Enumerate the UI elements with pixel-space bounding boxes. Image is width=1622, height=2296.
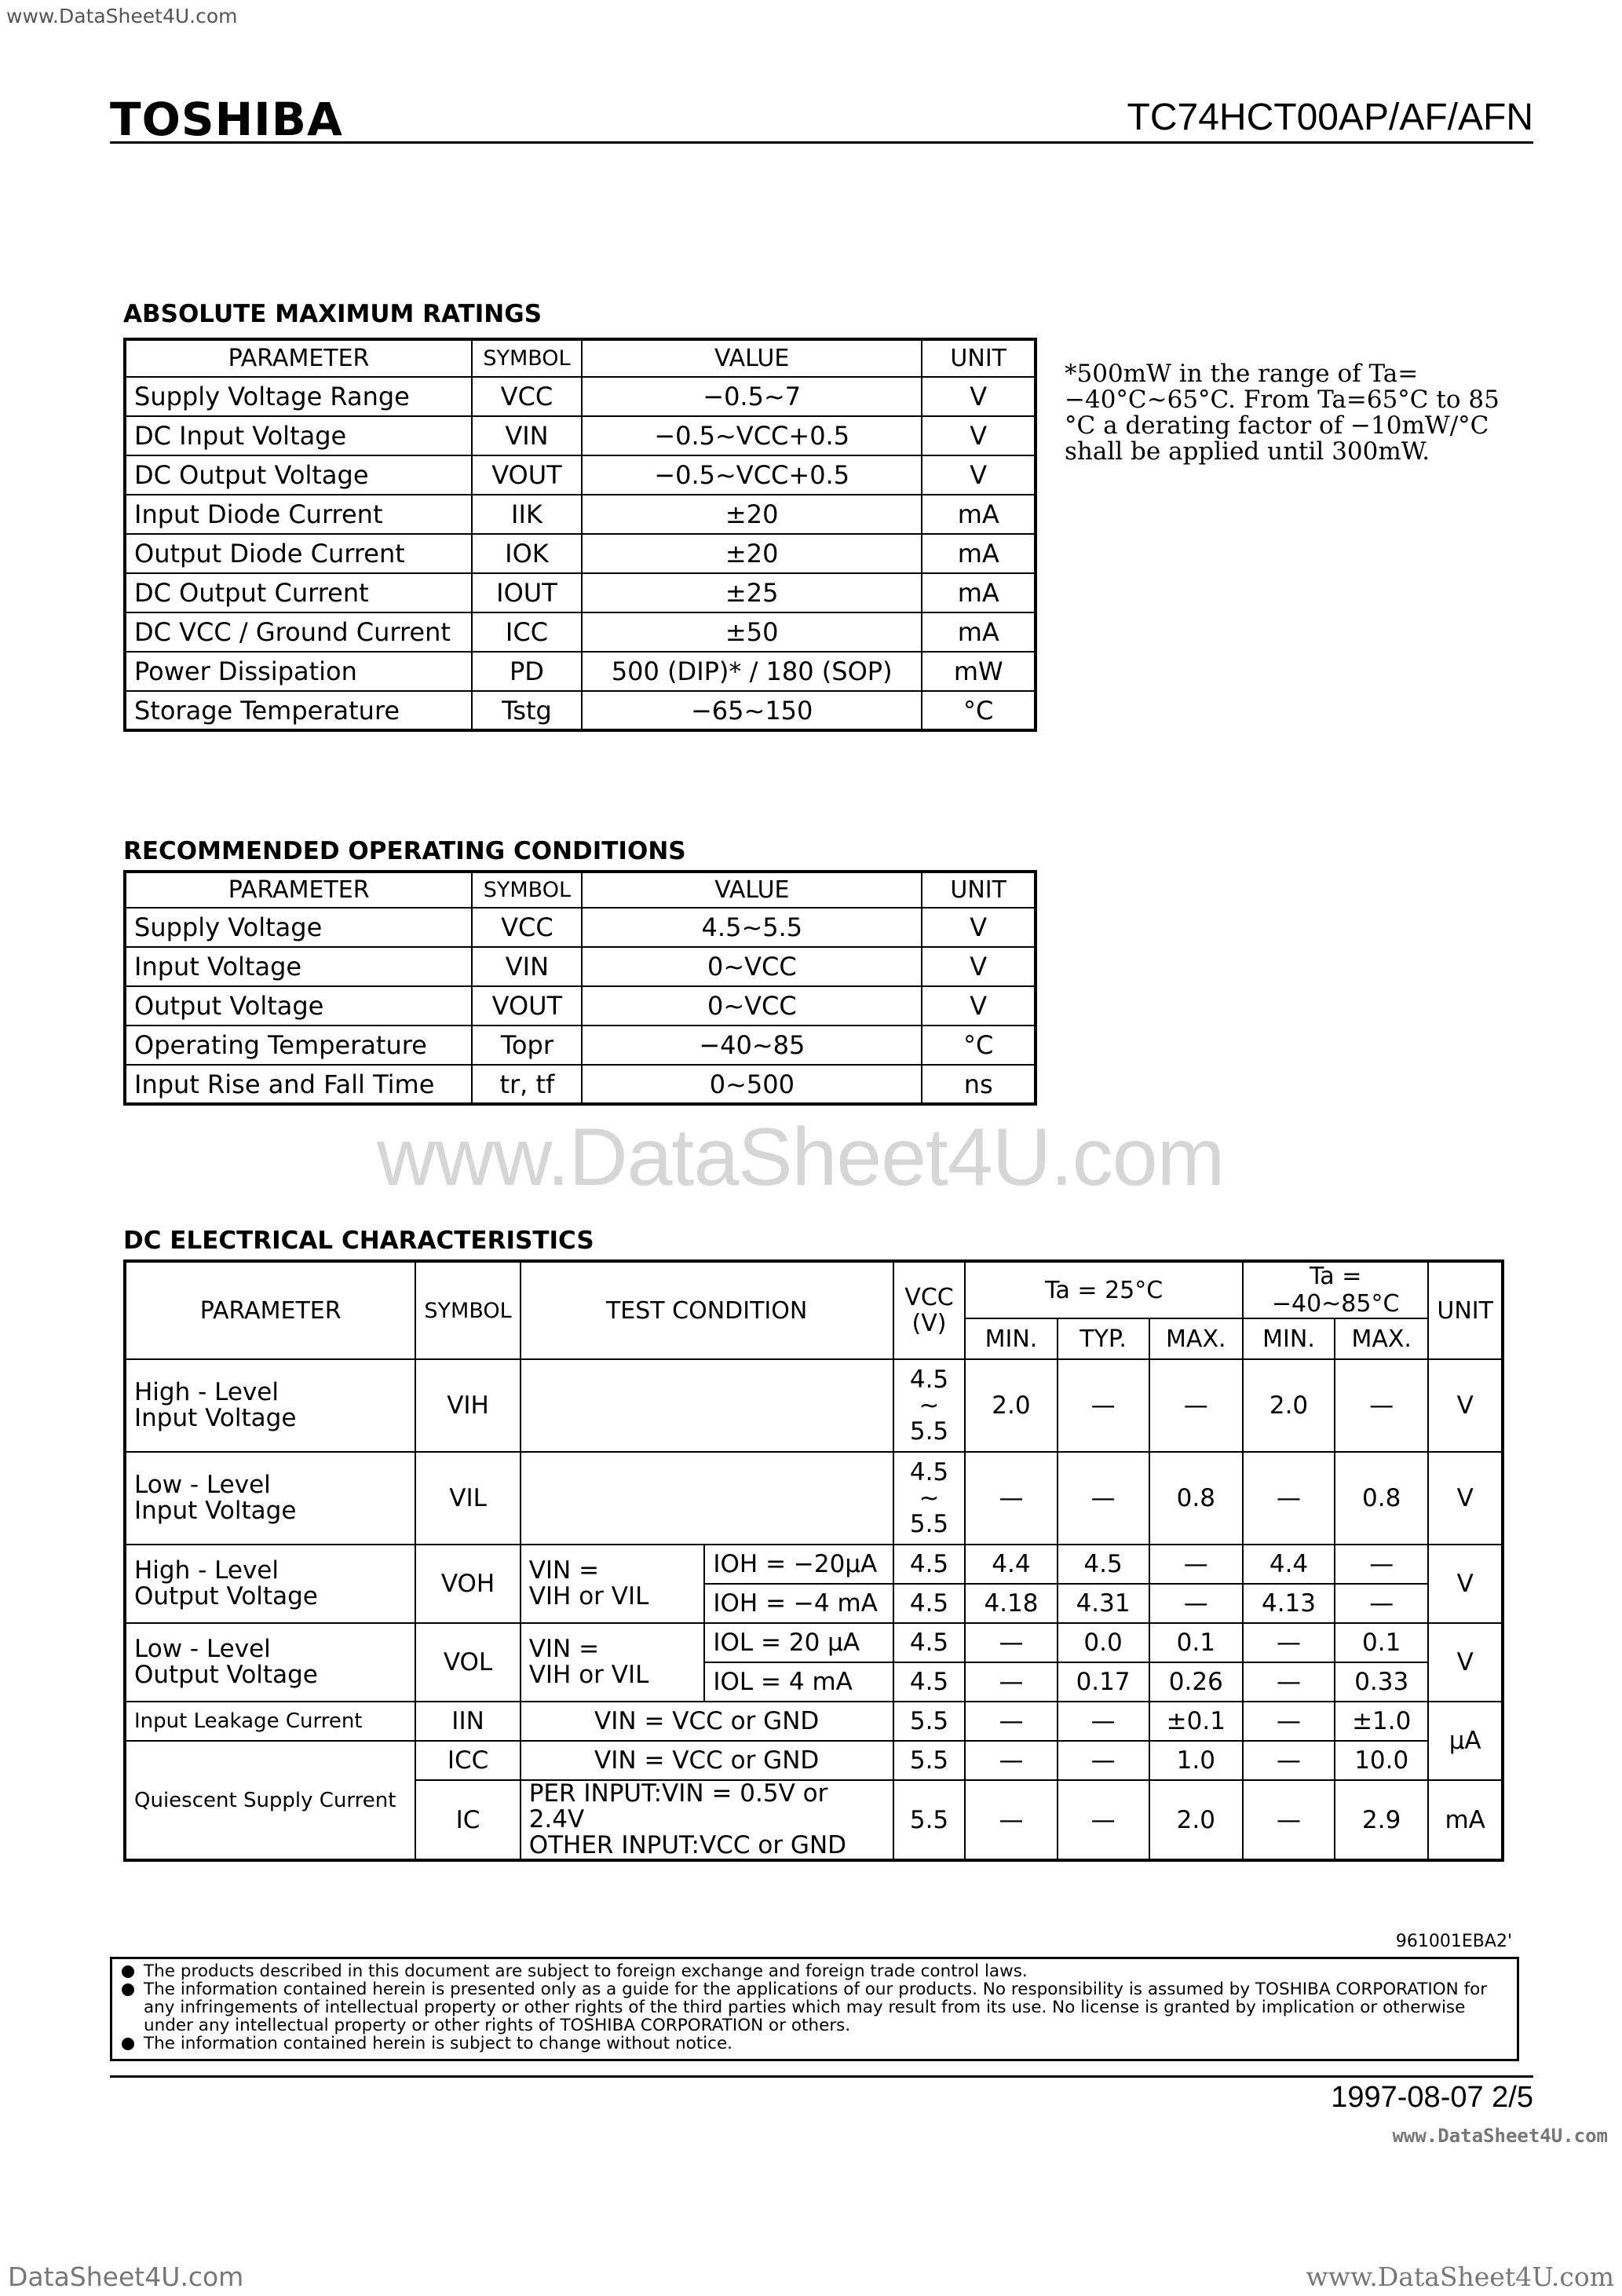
cell: 0.1 [1149,1623,1243,1662]
cell: Low - Level [134,1635,271,1663]
cell: 0.26 [1149,1662,1243,1702]
cell: — [1335,1359,1428,1452]
cell-symbol: Tstg [472,691,582,730]
cell: μA [1428,1702,1503,1780]
legal-item [122,1962,1507,1980]
cell-value: ±25 [582,573,922,612]
cell: — [1243,1741,1335,1780]
vcc-header: VCC [904,1284,954,1311]
cell-value: 0~500 [582,1065,922,1104]
cell-symbol: IOK [472,534,582,573]
cell: IOH = −4 mA [704,1584,893,1623]
cell: V [1428,1545,1503,1623]
col-header: VALUE [582,872,922,908]
cell: — [965,1623,1057,1662]
cell: IOL = 4 mA [704,1662,893,1702]
col-header: UNIT [922,872,1036,908]
header-rule [110,141,1533,144]
legal-text: The products described in this document are subject to foreign exchange and foreign trade control laws. [144,1961,1028,1981]
cell: IOH = −20μA [704,1545,893,1584]
cell-value: 500 (DIP)* / 180 (SOP) [582,652,922,691]
table-row [125,652,1036,691]
cell-parameter: Output Voltage [125,986,472,1026]
cell: VIN = VCC or GND [521,1702,893,1741]
cell: 5.5 [909,1509,949,1538]
col-header: SYMBOL [472,872,582,908]
cell: — [965,1452,1057,1545]
cell-parameter: DC Output Current [125,573,472,612]
part-number: TC74HCT00AP/AF/AFN [1127,97,1533,138]
cell: High - Level [134,1556,279,1585]
cell: Output Voltage [134,1661,318,1689]
cell: — [1335,1584,1428,1623]
cell: 4.5 [893,1545,966,1584]
cell-value: −40~85 [582,1026,922,1065]
abs-max-table [123,338,1037,732]
cell-unit: °C [922,691,1036,730]
cell-value: −0.5~VCC+0.5 [582,455,922,495]
cell: VIN = VCC or GND [521,1741,893,1780]
col-header: Ta = −40~85°C [1243,1261,1428,1318]
cell-unit: V [922,377,1036,416]
abs-max-title: ABSOLUTE MAXIMUM RATINGS [123,300,542,328]
cell: Output Voltage [134,1582,318,1610]
cell-parameter: Input Rise and Fall Time [125,1065,472,1104]
cell-unit: ns [922,1065,1036,1104]
cell: — [1149,1359,1243,1452]
document-code: 961001EBA2' [1395,1932,1512,1951]
cell: IC [415,1780,520,1860]
cell: Input Voltage [134,1404,297,1432]
cell: V [1428,1623,1503,1702]
cell-symbol: VOUT [472,455,582,495]
dc-table [123,1260,1504,1862]
cell-parameter: DC Output Voltage [125,455,472,495]
cell: VIH or VIL [528,1661,649,1689]
cell: 0.33 [1335,1662,1428,1702]
cell: ±0.1 [1149,1702,1243,1741]
legal-item [122,1980,1507,2035]
cell: 0.1 [1335,1623,1428,1662]
cell-unit: °C [922,1026,1036,1065]
col-header: UNIT [922,339,1036,377]
col-header: VALUE [582,339,922,377]
dc-title: DC ELECTRICAL CHARACTERISTICS [123,1227,594,1255]
cell: 4.5 [893,1623,966,1662]
cell-symbol: PD [472,652,582,691]
cell: 2.0 [1243,1359,1335,1452]
cell-value: −0.5~VCC+0.5 [582,416,922,455]
cell: 2.0 [965,1359,1057,1452]
table-row [125,947,1036,986]
cell: — [1058,1452,1149,1545]
cell-parameter: DC VCC / Ground Current [125,612,472,652]
cell-symbol: IIK [472,495,582,534]
cell: — [1243,1780,1335,1860]
cell-symbol: VCC [472,377,582,416]
cell: — [1149,1584,1243,1623]
cell-value: 0~VCC [582,947,922,986]
cell: VIN = [528,1556,600,1585]
cell-value: ±20 [582,495,922,534]
table-row [125,534,1036,573]
cell: — [1243,1452,1335,1545]
cell: 2.0 [1149,1780,1243,1860]
cell: 4.5 [909,1365,949,1394]
table-row [125,573,1036,612]
cell: VIH or VIL [528,1582,649,1610]
cell-symbol: VIN [472,416,582,455]
table-row [125,1702,1503,1741]
col-header: SYMBOL [415,1261,520,1359]
rec-op-title: RECOMMENDED OPERATING CONDITIONS [123,837,686,865]
table-row [125,908,1036,947]
table-row [125,612,1036,652]
cell-symbol: ICC [472,612,582,652]
cell: PER INPUT:VIN = 0.5V or 2.4V [528,1779,828,1834]
table-row [125,1741,1503,1780]
cell: — [1149,1545,1243,1584]
cell: 4.4 [965,1545,1057,1584]
col-header: MIN. [1243,1318,1335,1359]
cell-unit: mW [922,652,1036,691]
cell: 1.0 [1149,1741,1243,1780]
table-row [125,455,1036,495]
cell-symbol: IOUT [472,573,582,612]
cell: ±1.0 [1335,1702,1428,1741]
table-row [125,691,1036,730]
cell-unit: V [922,455,1036,495]
cell: Low - Level [134,1471,271,1499]
cell-parameter: Operating Temperature [125,1026,472,1065]
cell: 4.4 [1243,1545,1335,1584]
bullet-icon [122,2038,134,2050]
cell [521,1452,893,1545]
cell-value: 0~VCC [582,986,922,1026]
cell: — [1058,1702,1149,1741]
col-header: MAX. [1149,1318,1243,1359]
cell-symbol: VCC [472,908,582,947]
watermark-footer-small: www.DataSheet4U.com [1392,2125,1608,2147]
legal-notice [110,1957,1519,2061]
cell: 5.5 [893,1741,966,1780]
cell: VOH [415,1545,520,1623]
cell: — [1335,1545,1428,1584]
cell: Input Voltage [134,1497,297,1525]
cell: — [1243,1662,1335,1702]
vcc-unit-header: (V) [911,1310,947,1337]
cell: V [1428,1452,1503,1545]
cell-unit: mA [922,573,1036,612]
col-header: TYP. [1058,1318,1149,1359]
col-header: UNIT [1428,1261,1503,1359]
cell-parameter: Output Diode Current [125,534,472,573]
cell-parameter: Input Diode Current [125,495,472,534]
col-header: MIN. [965,1318,1057,1359]
footer-rule [110,2075,1533,2078]
watermark-bottom-right: www.DataSheet4U.com [1306,2261,1614,2292]
cell: 5.5 [893,1702,966,1741]
cell: 4.31 [1058,1584,1149,1623]
cell: 0.8 [1149,1452,1243,1545]
table-row [125,986,1036,1026]
cell-unit: V [922,947,1036,986]
watermark-bottom-left: DataSheet4U.com [8,2261,244,2292]
cell: 0.8 [1335,1452,1428,1545]
cell: — [965,1741,1057,1780]
table-row: High - Level Input Voltage VIH 4.5 ~ 5.5 2.0 — — 2.0 — V [125,1359,1503,1452]
cell-symbol: tr, tf [472,1065,582,1104]
table-row [125,416,1036,455]
cell: VIN = [528,1635,600,1663]
cell: — [1243,1702,1335,1741]
cell: 4.5 [893,1662,966,1702]
cell [521,1359,893,1452]
col-header: TEST CONDITION [521,1261,893,1359]
cell-symbol: VIN [472,947,582,986]
cell-symbol: Topr [472,1026,582,1065]
cell-unit: mA [922,495,1036,534]
cell: 0.0 [1058,1623,1149,1662]
cell: ICC [415,1741,520,1780]
col-header [893,1261,966,1359]
cell: VOL [415,1623,520,1702]
cell: 10.0 [1335,1741,1428,1780]
cell: 4.5 [909,1457,949,1486]
cell: 4.5 [1058,1545,1149,1584]
cell: IOL = 20 μA [704,1623,893,1662]
cell: — [1058,1359,1149,1452]
cell: 5.5 [909,1417,949,1446]
cell: 4.18 [965,1584,1057,1623]
cell: — [965,1662,1057,1702]
cell: High - Level [134,1378,279,1406]
cell-parameter: Storage Temperature [125,691,472,730]
cell-value: −65~150 [582,691,922,730]
cell-parameter: DC Input Voltage [125,416,472,455]
table-row [125,1623,1503,1662]
col-header: PARAMETER [125,872,472,908]
col-header: SYMBOL [472,339,582,377]
cell: — [965,1780,1057,1860]
table-row [125,1545,1503,1584]
cell-parameter: Input Voltage [125,947,472,986]
cell-value: ±20 [582,534,922,573]
cell: 2.9 [1335,1780,1428,1860]
cell: IIN [415,1702,520,1741]
bullet-icon [122,1965,134,1978]
cell-unit: V [922,986,1036,1026]
cell-parameter: Power Dissipation [125,652,472,691]
col-header: MAX. [1335,1318,1428,1359]
cell: 5.5 [893,1780,966,1860]
cell: VIL [415,1452,520,1545]
watermark-top: www.DataSheet4U.com [6,5,238,27]
cell-unit: mA [922,612,1036,652]
abs-max-footnote: *500mW in the range of Ta= −40°C~65°C. From Ta=65°C to 85 °C a derating factor of −10mW/°C shall be applied until 300mW. [1065,360,1500,466]
table-row [125,495,1036,534]
table-row: Low - Level Input Voltage VIL 4.5 ~ 5.5 — — 0.8 — 0.8 V [125,1452,1503,1545]
cell: Input Leakage Current [125,1702,415,1741]
col-header: PARAMETER [125,1261,415,1359]
legal-text: The information contained herein is subject to change without notice. [144,2034,733,2053]
legal-item [122,2035,1507,2053]
cell: — [1243,1623,1335,1662]
cell: 0.17 [1058,1662,1149,1702]
brand-logo: TOSHIBA [110,93,343,146]
col-header: PARAMETER [125,339,472,377]
table-row [125,377,1036,416]
cell: 4.5 [893,1584,966,1623]
table-row [125,1065,1036,1104]
cell: — [1058,1741,1149,1780]
cell-unit: mA [922,534,1036,573]
cell-symbol: VOUT [472,986,582,1026]
cell: — [1058,1780,1149,1860]
rec-op-table [123,870,1037,1106]
cell-value: ±50 [582,612,922,652]
cell: 4.13 [1243,1584,1335,1623]
cell-value: 4.5~5.5 [582,908,922,947]
cell-parameter: Supply Voltage Range [125,377,472,416]
cell: OTHER INPUT:VCC or GND [528,1831,847,1859]
footer-date-page: 1997-08-07 2/5 [1331,2081,1533,2114]
cell: mA [1428,1780,1503,1860]
cell-value: −0.5~7 [582,377,922,416]
col-header: Ta = 25°C [965,1261,1243,1318]
cell-parameter: Supply Voltage [125,908,472,947]
cell: — [965,1702,1057,1741]
cell: VIH [415,1359,520,1452]
bullet-icon [122,1983,134,1996]
watermark-center: www.DataSheet4U.com [377,1112,1225,1203]
cell: Quiescent Supply Current [125,1741,415,1860]
cell: V [1428,1359,1503,1452]
table-row [125,1026,1036,1065]
cell-unit: V [922,908,1036,947]
legal-text: The information contained herein is presented only as a guide for the applications of our products. No responsibility is assumed by TOSHIBA CORPORATION for any infringements of intellectual property or other rights of the third parties which may result from its use. No license is granted by implication or otherwise under any intellectual property or other rights of TOSHIBA CORPORATION or others. [144,1980,1488,2035]
cell-unit: V [922,416,1036,455]
